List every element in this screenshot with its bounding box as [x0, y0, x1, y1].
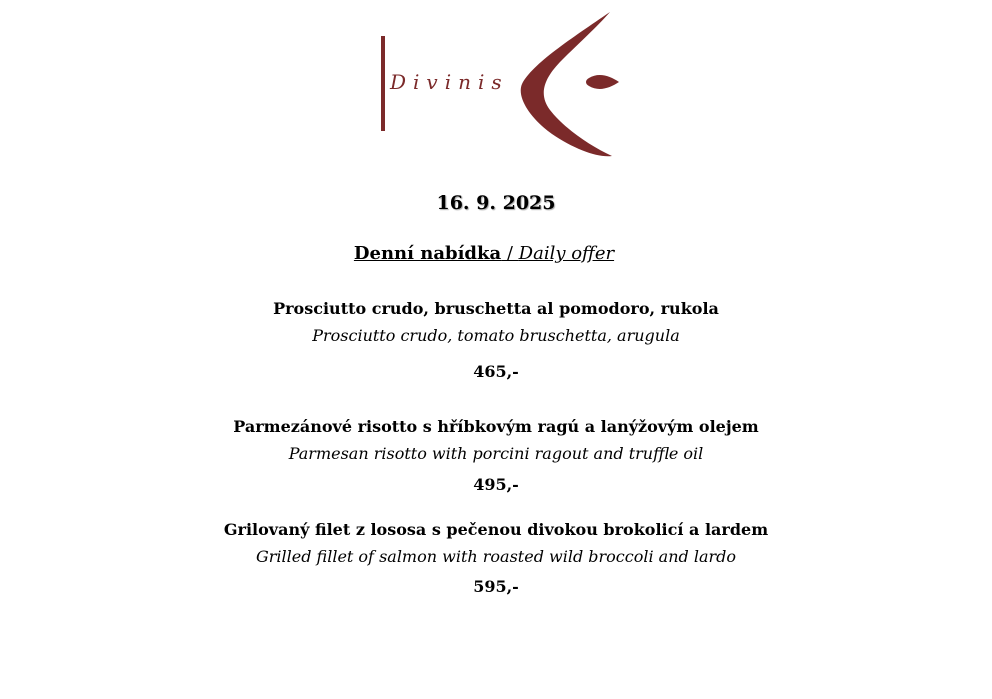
logo-wordmark: Divinis — [390, 70, 509, 94]
dish-description: Prosciutto crudo, tomato bruschetta, arugula — [312, 326, 680, 345]
dish-name: Grilovaný filet z lososa s pečenou divokou brokolicí a lardem — [223, 520, 769, 539]
dish-price: 465,- — [473, 362, 519, 381]
logo-drop — [586, 75, 619, 89]
heading-english: Daily offer — [518, 243, 615, 264]
dish-price: 495,- — [473, 475, 519, 494]
divinis-logo — [376, 8, 626, 160]
dish-description: Parmesan risotto with porcini ragout and truffle oil — [288, 444, 704, 463]
menu-heading — [0, 243, 968, 264]
heading-czech: Denní nabídka — [353, 243, 502, 264]
logo-bar — [381, 36, 385, 131]
dish-name: Prosciutto crudo, bruschetta al pomodoro, rukola — [273, 299, 719, 318]
menu-date: 16. 9. 2025 — [436, 192, 556, 214]
dish-description: Grilled fillet of salmon with roasted wild broccoli and lardo — [255, 547, 737, 566]
dish-price: 595,- — [473, 577, 519, 596]
dish-name: Parmezánové risotto s hříbkovým ragú a lanýžovým olejem — [233, 417, 759, 436]
heading-separator: / — [501, 243, 519, 264]
